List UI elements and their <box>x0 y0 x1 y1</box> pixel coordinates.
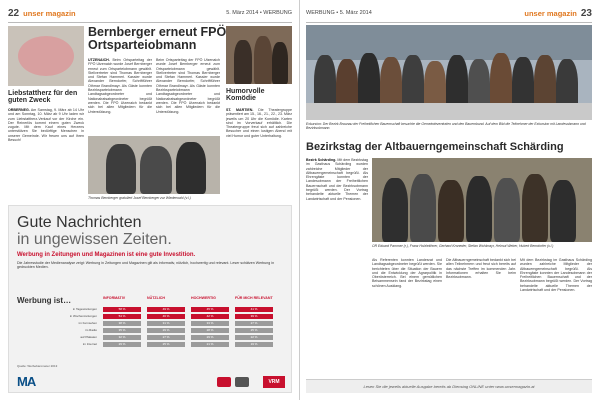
ad-cell: 28 % <box>191 328 229 333</box>
article-headline: Liebstattherz für den guten Zweck <box>8 90 78 105</box>
ad-cell: 35 % <box>103 328 141 333</box>
article-text-col2: Als Referenten konnten Landesrat und Landtagsabgeordneter begrüßt werden. Sie berichteten über die Situation der Bauern und die Entwicklung der Agrarpolitik in Oberösterreich. Bei einem gemütlichen Beisammensein fand der Bezirkstag einen schönen Ausklang. <box>372 258 442 288</box>
ad-table-row <box>17 313 285 319</box>
ad-cell: 29 % <box>191 335 229 340</box>
ad-footnote: Quelle: Werbebarometer 2013 <box>17 364 58 368</box>
ad-subtitle: Werbung in Zeitungen und Magazinen ist eine gute Investition. <box>17 252 196 258</box>
article-text: Beim Ortsparteitag der FPÖ Utzenaich wurde Josef Bernberger erneut zum Ortsparteiobmann gewählt. Stellvertreter sind Thomas Bernberger und Stefan Hammerl. Kassier wurde Alexander Berndorfer, Schriftführer Othmar Brandlmayr. Als Gäste konnten Bezirksparteiobmann Landtagsabgeordneter und Nationalratsabgeordneter begrüßt werden. Die FPÖ Utzenaich bedankt sich bei allen Mitgliedern für die Unterstützung. <box>88 58 152 114</box>
ad-cell: 22 % <box>235 335 273 340</box>
article-lead: Bezirk Schärding. <box>306 158 337 162</box>
photo-caption: Exkursion: Der Bezirk Braunau der Freiheitlichen Bauernschaft besuchte die Gemeindezentralen und den Bauernbund. Auf dem Bild die Teilnehmer der Exkursion mit Landesobmann und Bezirksobmann. <box>306 122 586 131</box>
ad-cell: 25 % <box>147 342 185 347</box>
ad-column-header: NÜTZLICH <box>147 296 165 300</box>
article-text: Mit dem Bezirkstag im Gasthaus Schärding wurden zahlreiche Mitglieder der Altbauerngemeinschaft begrüßt. Als Ehrengäste konnten der Landesobmann der Freiheitlichen Bauernschaft und der Bezirksobmann begrüßt werden. Der Vortrag behandelte aktuelle Themen der Landwirtschaft und der Pensionen. <box>306 158 368 201</box>
ad-table-row <box>17 320 285 326</box>
ad-cell: 39 % <box>235 314 273 319</box>
person-figure <box>272 42 288 84</box>
media-logo-icon <box>235 377 249 387</box>
person-figure <box>494 178 520 242</box>
article-headline: Bernberger erneut FPÖ Ortsparteiobmann <box>88 25 227 53</box>
ma-logo: MA <box>17 374 36 389</box>
ad-cell: 29 % <box>103 342 141 347</box>
vrm-logo: VRM <box>263 376 285 388</box>
ad-table-title: Werbung ist… <box>17 296 72 305</box>
ad-cell: 31 % <box>147 321 185 326</box>
ad-cell: 58 % <box>103 307 141 312</box>
media-logo-icon <box>217 377 231 387</box>
person-figure <box>234 40 252 84</box>
ad-title <box>17 214 172 248</box>
ad-cell: 27 % <box>235 321 273 326</box>
ad-row-label: in Wochenzeitungen <box>69 314 97 318</box>
article-text: Am Samstag, 9. März ab 14 Uhr und am Sonntag, 10. März ab 9 Uhr laden wir zum Liebstattherz-Verkauf vor der Kirche ein. Der Reinerlös kommt einem guten Zweck zugute. Mit dem Kauf eines Herzens unterstützen Sie bedürftige Menschen in unserer Gemeinde. Wir freuen uns auf Ihren Besuch! <box>8 108 84 143</box>
article-lead: ST. MARTIEN. <box>226 108 254 112</box>
ad-cell: 49 % <box>147 307 185 312</box>
person-figure <box>176 142 206 194</box>
group-photo <box>306 25 592 120</box>
brand-logo: unser magazin <box>23 8 76 18</box>
photo-caption: Thomas Bernberger gratuliert Josef Bernberger zur Wiederwahl (v.l.) <box>88 196 191 200</box>
ad-column-header: HOCHWERTIG <box>191 296 216 300</box>
ad-logos <box>17 374 285 390</box>
ad-cell: 54 % <box>103 314 141 319</box>
article-photo <box>372 158 592 242</box>
right-masthead <box>306 6 592 20</box>
advertisement <box>8 205 292 393</box>
article-body-col2 <box>156 58 220 132</box>
ad-cell: 41 % <box>235 307 273 312</box>
person-figure <box>522 174 548 242</box>
article-body <box>88 58 152 132</box>
ad-cell: 38 % <box>103 321 141 326</box>
article-lead: ORBERNEG. <box>8 108 30 112</box>
ad-row-label: auf Plakaten <box>80 335 97 339</box>
ad-table-row <box>17 327 285 333</box>
theater-photo <box>226 26 292 84</box>
divider <box>306 22 592 23</box>
footer-text: Lesen Sie die jeweils aktuelle Ausgabe bereits ab Dienstag ONLINE unter www.unsermagazin.at <box>363 384 535 389</box>
ad-row-label: im Internet <box>82 342 97 346</box>
ad-cell: 42 % <box>191 314 229 319</box>
article-text-col3: Die Altbauerngemeinschaft bedankt sich bei allen Teilnehmern und freut sich bereits auf das nächste Treffen im kommenden Jahr. Informationen erhalten Sie beim Bezirksobmann. <box>446 258 516 280</box>
ad-cell: 19 % <box>235 342 273 347</box>
page-date: 5. März 2014 • WERBUNG <box>226 10 292 16</box>
hearts-photo <box>8 26 84 86</box>
article-photo <box>88 136 220 194</box>
person-figure <box>550 180 576 242</box>
article-body-col3 <box>446 258 516 374</box>
ad-cell: 45 % <box>191 307 229 312</box>
ad-row-label: im Radio <box>85 328 97 332</box>
ad-table-row <box>17 334 285 340</box>
heart-shape <box>18 36 74 76</box>
ad-row-label: im Fernsehen <box>78 321 97 325</box>
ad-title-line1: Gute Nachrichten <box>17 214 142 231</box>
ad-text: Die Jahresstudie der Medienanalyse zeigt: Werbung in Zeitungen und Magazinen gilt als informativ, nützlich, hochwertig und relevant. Leser schätzen Werbung in gedruckten Medien. <box>17 261 275 270</box>
ad-table-row <box>17 341 285 347</box>
article-text-col2: Beim Ortsparteitag der FPÖ Utzenaich wurde Josef Bernberger erneut zum Ortsparteiobmann gewählt. Stellvertreter sind Thomas Bernberger und Stefan Hammerl. Kassier wurde Alexander Berndorfer, Schriftführer Othmar Brandlmayr. Als Gäste konnten Bezirksparteiobmann Landtagsabgeordneter und Nationalratsabgeordneter begrüßt werden. Die FPÖ Utzenaich bedankt sich bei allen Mitgliedern für die Unterstützung. <box>156 58 220 114</box>
person-figure <box>410 174 436 242</box>
article-body-col4 <box>520 258 592 374</box>
ground <box>306 103 592 120</box>
article-body <box>306 158 368 374</box>
article-body-col2 <box>372 258 442 374</box>
ad-table-row <box>17 306 285 312</box>
brand-logo: unser magazin <box>524 8 577 18</box>
page-date: WERBUNG • 5. März 2014 <box>306 10 372 16</box>
ad-column-header: INFORMATIV <box>103 296 126 300</box>
article-text: Die Theatergruppe präsentiert am 15., 16., 21., 22., 23. März jeweils um 20 Uhr die Komödie. Karten sind im Vorverkauf erhältlich. Die Theatergruppe freut sich auf zahlreiche Besucher und einen lustigen Abend mit viel Humor und guter Unterhaltung. <box>226 108 292 138</box>
ad-row-label: in Tageszeitungen <box>72 307 97 311</box>
ad-cell: 32 % <box>103 335 141 340</box>
right-page <box>300 0 600 400</box>
ad-cell: 21 % <box>191 342 229 347</box>
ad-cell: 29 % <box>147 328 185 333</box>
page-number: 22 <box>8 7 20 19</box>
person-figure <box>106 144 136 194</box>
person-figure <box>254 36 272 84</box>
article-body <box>226 108 292 198</box>
ad-cell: 25 % <box>235 328 273 333</box>
person-figure <box>438 180 464 242</box>
article-text-col4: Mit dem Bezirkstag im Gasthaus Schärding wurden zahlreiche Mitglieder der Altbauerngemeinschaft begrüßt. Als Ehrengäste konnten der Landesobmann der Freiheitlichen Bauernschaft und der Bezirksobmann begrüßt werden. Der Vortrag behandelte aktuelle Themen der Landwirtschaft und der Pensionen. <box>520 258 592 293</box>
footer-banner <box>306 379 592 393</box>
ad-column-header: FÜR MICH RELEVANT <box>235 296 273 300</box>
ad-cell: 27 % <box>147 335 185 340</box>
person-figure <box>382 178 408 242</box>
photo-caption: OR Eduard Pammer (r.), Franz Holzleithner, Gerhard Kroneder, Stefan Wohlmayr, Helmut Weber, Hubert Berndorfer (v.l.) <box>372 244 554 248</box>
article-headline: Bezirkstag der Altbauerngemeinschaft Schärding <box>306 141 564 153</box>
person-figure <box>140 146 172 194</box>
page-number: 23 <box>580 7 592 19</box>
article-lead: UTZENAICH. <box>88 58 110 62</box>
article-headline: Humorvolle Komödie <box>226 88 265 103</box>
ad-cell: 46 % <box>147 314 185 319</box>
left-masthead <box>8 6 292 20</box>
person-figure <box>466 176 492 242</box>
article-body <box>8 108 84 198</box>
ad-cell: 33 % <box>191 321 229 326</box>
ad-title-line2: in ungewissen Zeiten. <box>17 231 172 248</box>
divider <box>8 22 292 23</box>
